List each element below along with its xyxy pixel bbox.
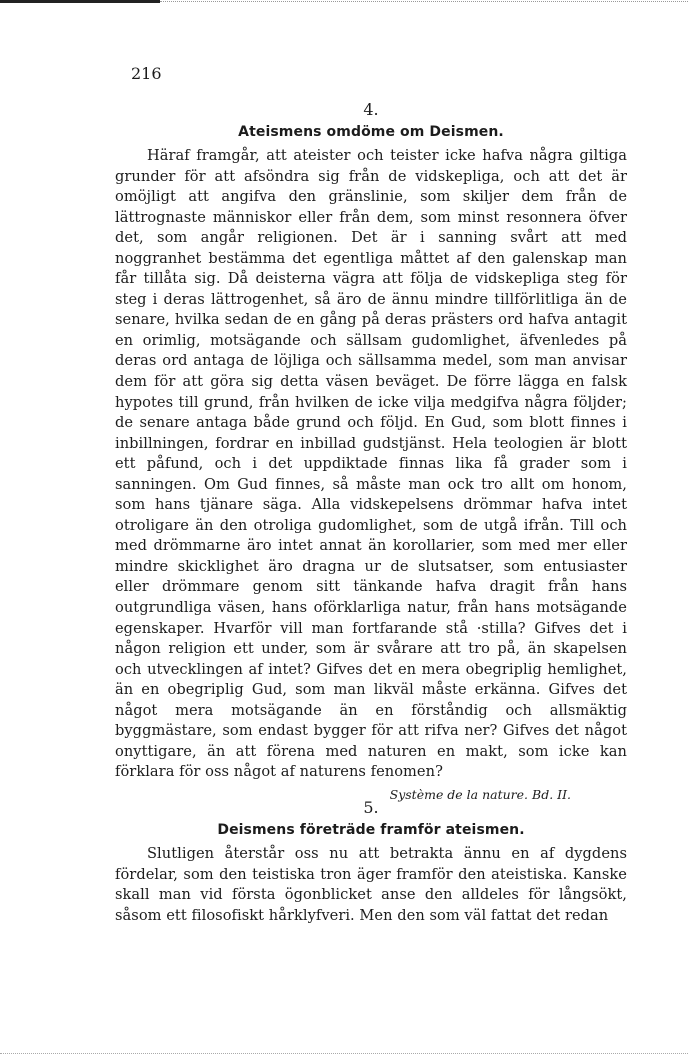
section-number: 4. — [363, 100, 379, 119]
section-title: Deismens företräde framför ateismen. — [217, 822, 525, 838]
section-title: Ateismens omdöme om Deismen. — [238, 124, 504, 140]
section-body: Slutligen återstår oss nu att betrakta ännu en af dygdens fördelar, som den teistiska tron äger framför den ateistiska. Kanske skall man vid första ögonblicket anse den alldeles för långsökt, såsom ett filosofiskt hårklyfveri. Men den som väl fattat det redan — [115, 845, 627, 924]
section-body: Häraf framgår, att ateister och teister icke hafva några giltiga grunder för att afsöndra sig från de vidskepliga, och att det är omöjligt att angifva den gränslinie, som skiljer dem från de lättrognaste människor eller från dem, som minst resonnera öfver det, som angår religionen. Det är i sanning svårt att med noggranhet bestämma det egentliga måttet af den galenskap man får tillåta sig. Då deisterna vägra att följa de vidskepliga steg för steg i deras lättrogenhet, så äro de ännu mindre tillförlitliga än de senare, hvilka sedan de en gång på deras prästers ord hafva antagit en orimlig, motsägande och sällsam gudomlighet, äfvenledes på deras ord antaga de löjliga och sällsamma medel, som man anvisar dem för att göra sig detta väsen beväget. De förre lägga en falsk hypotes till grund, från hvilken de icke vilja medgifva några följder; de senare antaga både grund och följd. En Gud, som blott finnes i inbillningen, fordrar en inbillad gudstjänst. Hela teologien är blott ett påfund, och i det uppdiktade finnas lika få grader som i sanningen. Om Gud finnes, så måste man ock tro allt om honom, som hans tjänare säga. Alla vidskepelsens drömmar hafva intet otroligare än den otroliga gudomlighet, som de utgå ifrån. Till och med drömmarne äro intet annat än korollarier, som med mer eller mindre skicklighet äro dragna ur de slutsatser, som entusiaster eller drömmare genom sitt tänkande hafva dragit från hans outgrundliga väsen, hans oförklarliga natur, från hans motsägande egenskaper. Hvarför vill man fortfarande stå ·stilla? Gifves det i någon religion ett under, som är svårare att tro på, än skapelsen och utvecklingen af intet? Gifves det en mera obegriplig hemlighet, än en obegriplig Gud, som man likväl måste erkänna. Gifves det något mera motsägande än en förståndig och allsmäktig byggmästare, som endast bygger för att rifva ner? Gifves det något onyttigare, än att förena med naturen en makt, som icke kan förklara för oss något af naturens fenomen? — [115, 147, 627, 781]
page-number: 216 — [131, 64, 162, 83]
section-5 — [115, 798, 627, 926]
scan-edge-bottom-dots — [0, 1053, 688, 1054]
section-4 — [115, 100, 627, 805]
citation: Système de la nature. Bd. II. — [389, 786, 571, 802]
scan-edge-top-dots — [160, 1, 688, 2]
section-number: 5. — [363, 798, 379, 817]
scan-edge-top — [0, 0, 160, 3]
